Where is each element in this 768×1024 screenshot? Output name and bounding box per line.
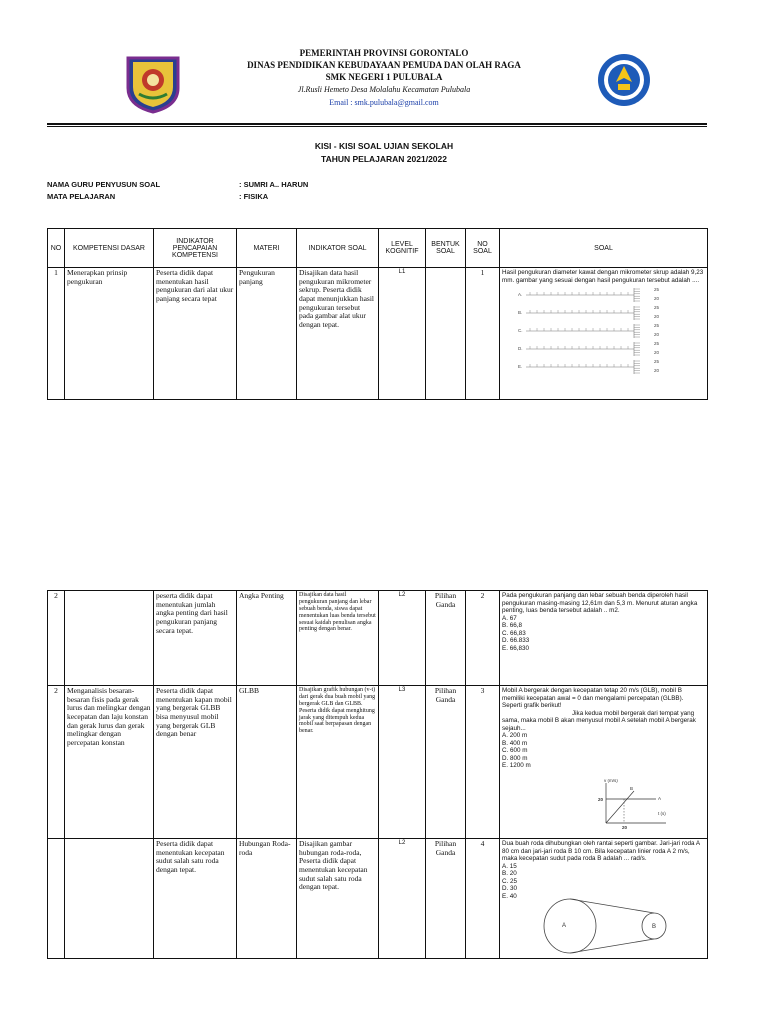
option-e: E. 40 xyxy=(502,892,517,900)
row-materi: Pengukuran panjang xyxy=(237,268,297,400)
wheel-a-label: A xyxy=(562,923,567,929)
row-level: L3 xyxy=(379,686,426,839)
velocity-time-graph xyxy=(594,779,674,831)
teacher-label: NAMA GURU PENYUSUN SOAL xyxy=(47,180,161,189)
soal-text-continued: Jika kedua mobil bergerak dari tempat yang sama, maka mobil B akan menyusul mobil A setelah mobil A bergerak sejauh... xyxy=(502,709,696,732)
option-a: A. 67 xyxy=(502,614,517,622)
option-b: B. 20 xyxy=(502,870,517,878)
row-bentuk xyxy=(426,268,466,400)
svg-text:E.: E. xyxy=(518,364,523,370)
header-line-3: SMK NEGERI 1 PULUBALA xyxy=(325,72,443,82)
col-indikator-soal: INDIKATOR SOAL xyxy=(297,229,379,268)
col-no-soal: NO SOAL xyxy=(466,229,500,268)
col-indikator-pencapaian: INDIKATOR PENCAPAIAN KOMPETENSI xyxy=(154,229,237,268)
header-divider-thick xyxy=(47,123,707,125)
option-d: D. 800 m xyxy=(502,754,528,762)
micrometer-options-figure xyxy=(516,287,684,377)
kisi-table-page-2 xyxy=(47,590,708,959)
svg-text:25: 25 xyxy=(654,359,660,365)
svg-text:25: 25 xyxy=(654,287,660,293)
option-e: E. 1200 m xyxy=(502,762,531,770)
table-row xyxy=(48,839,708,959)
document-year: TAHUN PELAJARAN 2021/2022 xyxy=(321,154,447,164)
kisi-table-page-1 xyxy=(47,228,708,400)
row-materi: Hubungan Roda-roda xyxy=(237,839,297,959)
col-bentuk-soal: BENTUK SOAL xyxy=(426,229,466,268)
row-no-soal: 4 xyxy=(466,839,500,959)
row-level: L2 xyxy=(379,591,426,686)
row-soal xyxy=(500,268,708,400)
row-soal xyxy=(500,591,708,686)
row-bentuk: Pilihan Ganda xyxy=(426,839,466,959)
option-c: C. 25 xyxy=(502,877,518,885)
row-kd xyxy=(65,839,154,959)
row-kd: Menganalisis besaran-besaran fisis pada gerak lurus dan melingkar dengan kecepatan dan laju konstan dan gerak lurus dan gerak melingkar dengan percepatan konstan xyxy=(65,686,154,839)
row-no: 2 xyxy=(48,591,65,686)
row-indikator: Disajikan data hasil pengukuran mikrometer sekrup. Peserta didik dapat menunjukkan hasil pengukuran tersebut pada gambar alat ukur dengan tepat. xyxy=(297,268,379,400)
row-no: 1 xyxy=(48,268,65,400)
svg-text:20: 20 xyxy=(654,296,660,302)
svg-text:C.: C. xyxy=(518,328,523,334)
graph-label-a: A xyxy=(658,796,662,801)
col-no: NO xyxy=(48,229,65,268)
table-row xyxy=(48,686,708,839)
soal-text: Hasil pengukuran diameter kawat dengan mikrometer skrup adalah 9,23 mm. gambar yang sesuai dengan hasil pengukuran tersebut adalah .... xyxy=(502,269,704,284)
svg-text:25: 25 xyxy=(654,305,660,311)
header-line-2: DINAS PENDIDIKAN KEBUDAYAAN PEMUDA DAN OLAH RAGA xyxy=(247,60,521,70)
row-ipk: Peserta didik dapat menentukan kecepatan sudut salah satu roda dengan tepat. xyxy=(154,839,237,959)
graph-v-tick: 20 xyxy=(598,797,604,802)
option-d: D. 30 xyxy=(502,885,518,893)
row-indikator: Disajikan gambar hubungan roda-roda, Peserta didik dapat menentukan kecepatan sudut salah satu roda dengan tepat. xyxy=(297,839,379,959)
row-no: 2 xyxy=(48,686,65,839)
row-indikator: Disajikan data hasil pengukuran panjang dan lebar sebuah benda, siswa dapat menentukan luas benda tersebut sesuai kaidah penulisan angka penting dengan benar. xyxy=(297,591,379,686)
row-soal xyxy=(500,839,708,959)
subject-value: : FISIKA xyxy=(239,192,269,201)
wheel-b-label: B xyxy=(652,924,657,930)
subject-label: MATA PELAJARAN xyxy=(47,192,116,201)
svg-text:20: 20 xyxy=(654,332,660,338)
graph-t-tick: 20 xyxy=(622,825,628,830)
row-ipk: Peserta didik dapat menentukan kapan mobil yang bergerak GLBB bisa menyusul mobil yang bergerak GLB dengan benar xyxy=(154,686,237,839)
soal-text: Dua buah roda dihubungkan oleh rantai seperti gambar. Jari-jari roda A 80 cm dan jari-jari roda B 10 cm. Bila kecepatan linier roda A 2 m/s, maka kecepatan sudut pada roda B adalah ... rad/s. xyxy=(502,840,700,863)
row-no-soal: 2 xyxy=(466,591,500,686)
svg-text:20: 20 xyxy=(654,350,660,356)
document-title: KISI - KISI SOAL UJIAN SEKOLAH xyxy=(314,141,454,151)
option-a: A. 15 xyxy=(502,862,517,870)
graph-line-b xyxy=(606,791,634,823)
row-indikator: Disajikan grafik hubungan (v-t) dari gerak dua buah mobil yang bergerak GLB dan GLBB. Peserta didik dapat menghitung jarak yang ditempuh kedua mobil saat berpapasan dengan benar. xyxy=(297,686,379,839)
col-materi: MATERI xyxy=(237,229,297,268)
table-header-row xyxy=(48,229,708,268)
svg-text:B.: B. xyxy=(518,310,523,316)
graph-xlabel: t (s) xyxy=(658,811,666,816)
option-e: E. 66,830 xyxy=(502,644,529,652)
option-c: C. 66,83 xyxy=(502,629,526,637)
svg-text:D.: D. xyxy=(518,346,523,352)
col-soal: SOAL xyxy=(500,229,708,268)
row-kd xyxy=(65,591,154,686)
header-divider-thin xyxy=(47,126,707,127)
option-d: D. 66.833 xyxy=(502,637,530,645)
row-materi: Angka Penting xyxy=(237,591,297,686)
row-materi: GLBB xyxy=(237,686,297,839)
row-no-soal: 3 xyxy=(466,686,500,839)
table-row xyxy=(48,591,708,686)
header-line-1: PEMERINTAH PROVINSI GORONTALO xyxy=(299,48,469,58)
teacher-value: : SUMRI A.. HARUN xyxy=(239,180,309,189)
graph-label-b: B xyxy=(630,786,634,791)
option-c: C. 600 m xyxy=(502,747,528,755)
col-level-kognitif: LEVEL KOGNITIF xyxy=(379,229,426,268)
header-email[interactable]: Email : smk.pulubala@gmail.com xyxy=(329,98,439,107)
row-bentuk: Pilihan Ganda xyxy=(426,591,466,686)
option-a: A. 200 m xyxy=(502,732,528,740)
row-no xyxy=(48,839,65,959)
header-address: Jl.Rusli Hemeto Desa Molalahu Kecamatan Pulubala xyxy=(297,85,471,94)
soal-text: Mobil A bergerak dengan kecepatan tetap 20 m/s (GLB), mobil B memiliki kecepatan awal = 0 dan mengalami percepatan (GLBB). Seperti grafik berikut! xyxy=(502,687,684,710)
soal-text: Pada pengukuran panjang dan lebar sebuah benda diperoleh hasil pengukuran masing-masing 12,61m dan 5,3 m. Menurut aturan angka penting, luas benda tersebut adalah .. m2. xyxy=(502,592,698,615)
table-row xyxy=(48,268,708,400)
row-ipk: peserta didik dapat menentukan jumlah angka penting dari hasil pengukuran panjang secara tepat. xyxy=(154,591,237,686)
option-b: B. 66,8 xyxy=(502,622,522,630)
row-bentuk: Pilihan Ganda xyxy=(426,686,466,839)
row-level: L2 xyxy=(379,839,426,959)
row-soal xyxy=(500,686,708,839)
row-ipk: Peserta didik dapat menentukan hasil pengukuran dari alat ukur panjang secara tepat xyxy=(154,268,237,400)
svg-text:25: 25 xyxy=(654,341,660,347)
option-b: B. 400 m xyxy=(502,739,528,747)
svg-text:25: 25 xyxy=(654,323,660,329)
row-kd: Menerapkan prinsip pengukuran xyxy=(65,268,154,400)
row-level: L1 xyxy=(379,268,426,400)
svg-text:20: 20 xyxy=(654,314,660,320)
col-kompetensi-dasar: KOMPETENSI DASAR xyxy=(65,229,154,268)
svg-text:20: 20 xyxy=(654,368,660,374)
row-no-soal: 1 xyxy=(466,268,500,400)
svg-text:A.: A. xyxy=(518,292,523,298)
wheels-chain-figure xyxy=(540,895,680,957)
graph-ylabel: v (m/s) xyxy=(604,779,618,783)
